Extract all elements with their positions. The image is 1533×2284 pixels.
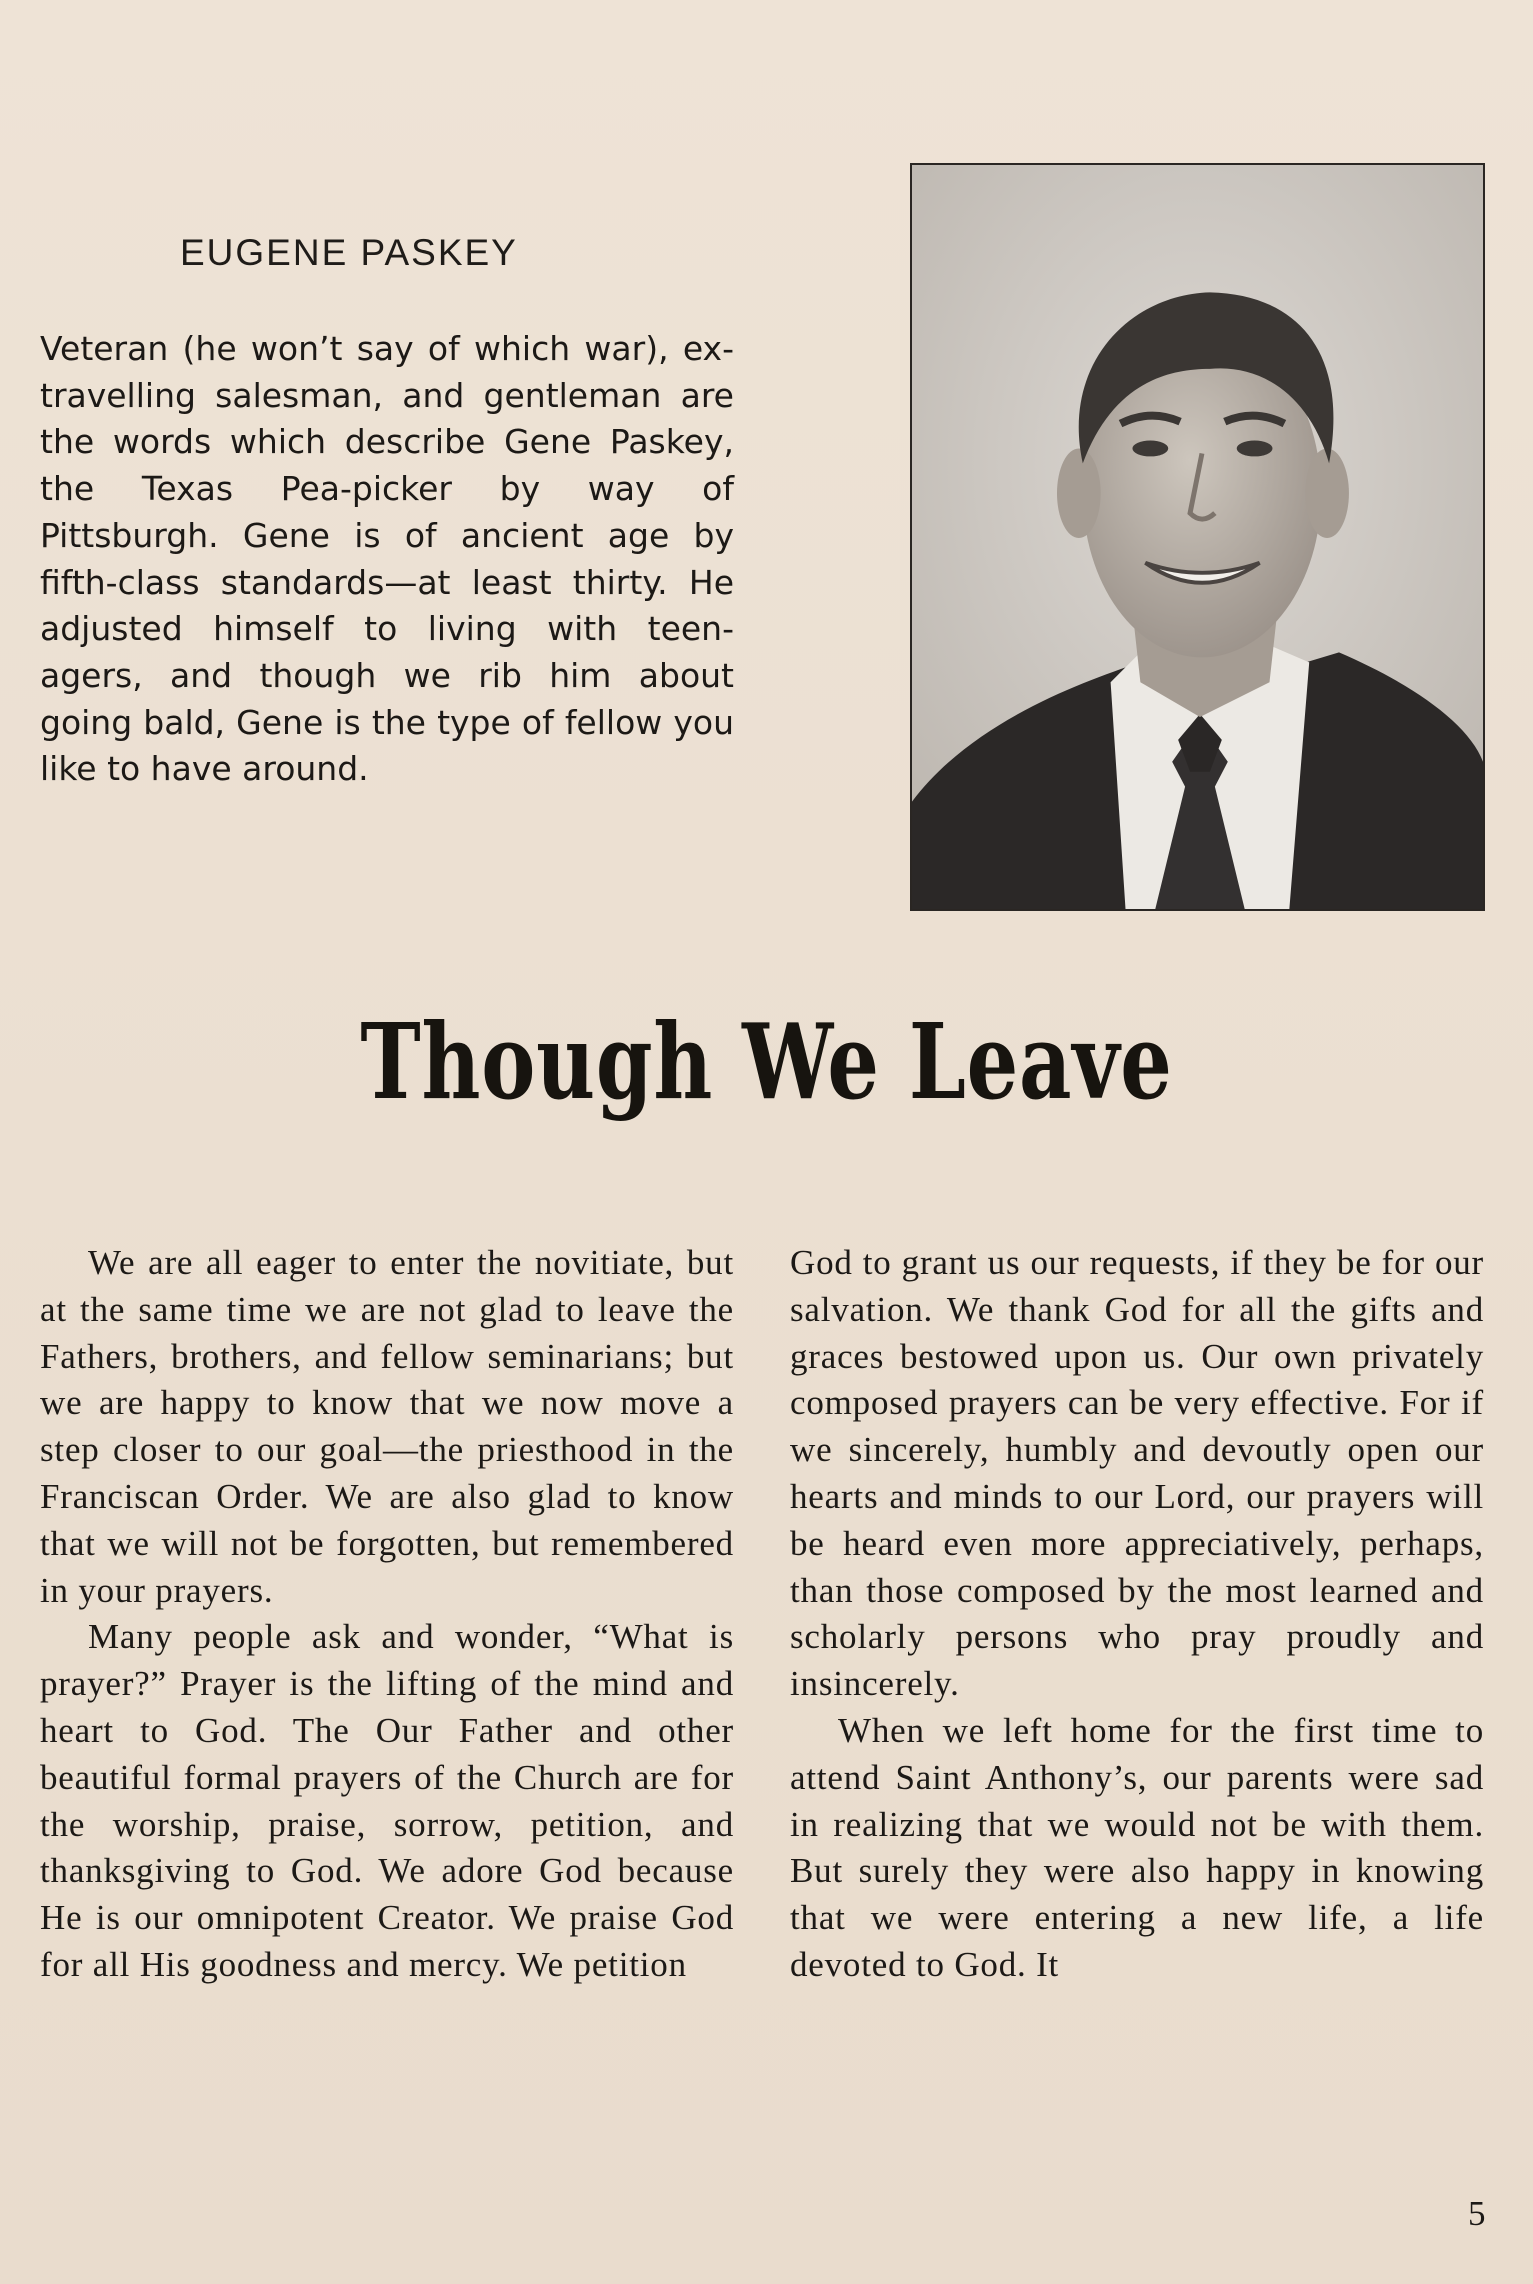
left-ear — [1057, 448, 1101, 538]
article-right-column — [790, 1240, 1484, 1989]
article-title: Though We Leave — [360, 1000, 1173, 1123]
bio-paragraph: Veteran (he won’t say of which war), ex-travelling salesman, and gentleman are the words which describe Gene Paskey, the Texas Pea-picker by way of Pittsburgh. Gene is of ancient age by fifth-class standards—at least thirty. He adjusted himself to living with teen-agers, and though we rib him about going bald, Gene is the type of fellow you like to have around. — [40, 329, 734, 789]
article-paragraph: When we left home for the first time to attend Saint Anthony’s, our parents were sad in realizing that we would not be with them. But surely they were also happy in knowing that we were entering a new life, a life devoted to God. It — [790, 1710, 1484, 1984]
page-number: 5 — [1468, 2194, 1486, 2233]
right-eye — [1237, 441, 1273, 457]
article-paragraph: Many people ask and wonder, “What is prayer?” Prayer is the lifting of the mind and heart to God. The Our Father and other beautiful formal prayers of the Church are for the worship, praise, sorrow, petition, and thanksgiving to God. We adore God because He is our omnipotent Creator. We praise God for all His goodness and mercy. We petition — [40, 1617, 734, 1984]
portrait-photo — [910, 163, 1485, 911]
article-paragraph: We are all eager to enter the novitiate, but at the same time we are not glad to leave the Fathers, brothers, and fellow seminarians; but we are happy to know that we now move a step closer to our goal—the priesthood in the Franciscan Order. We are also glad to know that we will not be forgotten, but remembered in your prayers. — [40, 1243, 734, 1610]
bio-name-heading: EUGENE PASKEY — [180, 232, 518, 273]
portrait-photo-icon — [912, 165, 1483, 909]
article-paragraph-continued: God to grant us our requests, if they be for our salvation. We thank God for all the gifts and graces bestowed upon us. Our own privately composed prayers can be very effective. For if we sincerely, humbly and devoutly open our hearts and minds to our Lord, our prayers will be heard even more appreciatively, perhaps, than those composed by the most learned and scholarly persons who pray proudly and insincerely. — [790, 1243, 1484, 1704]
right-ear — [1305, 448, 1349, 538]
article-left-column — [40, 1240, 734, 1989]
left-eye — [1132, 441, 1168, 457]
